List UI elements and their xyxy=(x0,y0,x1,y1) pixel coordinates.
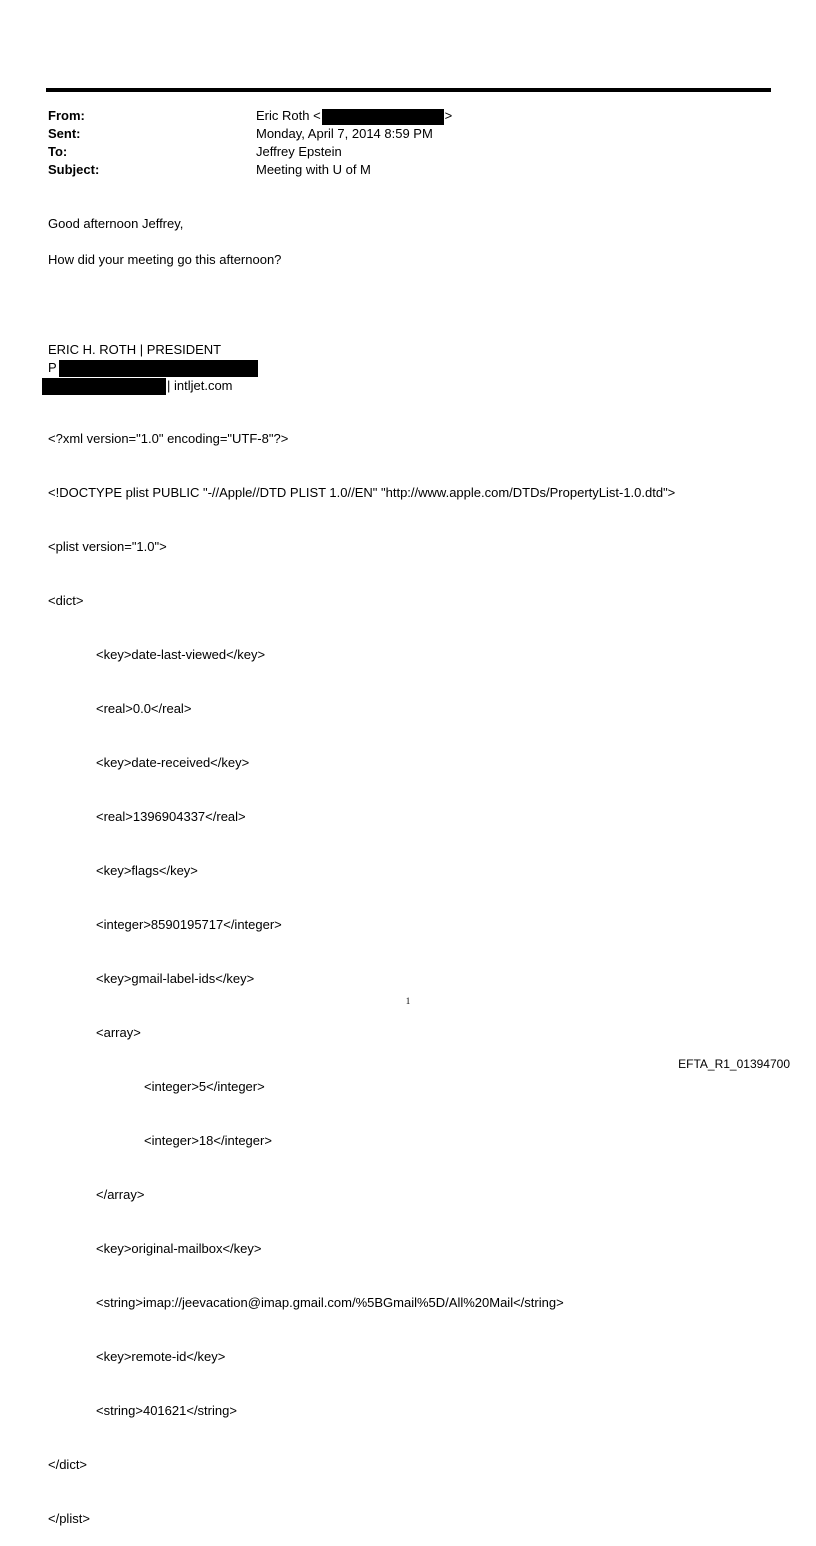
plist-line: <key>remote-id</key> xyxy=(96,1349,226,1364)
plist-line: </dict> xyxy=(48,1457,88,1472)
plist-xml-block xyxy=(48,394,675,1546)
greeting-text: Good afternoon Jeffrey, xyxy=(48,216,184,231)
subject-label: Subject: xyxy=(48,162,100,177)
redaction-box xyxy=(59,360,258,377)
sent-label: Sent: xyxy=(48,126,81,141)
page-number: 1 xyxy=(405,996,411,1006)
from-label: From: xyxy=(48,108,85,123)
from-name: Eric Roth < xyxy=(256,108,321,123)
plist-line: <integer>18</integer> xyxy=(144,1133,272,1148)
plist-line: <!DOCTYPE plist PUBLIC "-//Apple//DTD PLIST 1.0//EN" "http://www.apple.com/DTDs/PropertyList-1.0.dtd"> xyxy=(48,485,676,500)
signature-name-title: ERIC H. ROTH | PRESIDENT xyxy=(48,342,222,357)
signature-website: | intljet.com xyxy=(167,378,233,393)
plist-line: <real>0.0</real> xyxy=(96,701,192,716)
bates-number: EFTA_R1_01394700 xyxy=(678,1057,790,1071)
signature-line2-prefix: P xyxy=(48,360,57,375)
plist-line: <key>flags</key> xyxy=(96,863,198,878)
sent-value: Monday, April 7, 2014 8:59 PM xyxy=(256,126,433,141)
redaction-box xyxy=(322,109,444,125)
subject-value: Meeting with U of M xyxy=(256,162,371,177)
plist-line: <integer>8590195717</integer> xyxy=(96,917,282,932)
to-value: Jeffrey Epstein xyxy=(256,144,342,159)
plist-line: <string>401621</string> xyxy=(96,1403,237,1418)
redaction-box xyxy=(42,378,166,395)
plist-line: <array> xyxy=(96,1025,141,1040)
from-close-bracket: > xyxy=(444,108,453,123)
plist-line: <string>imap://jeevacation@imap.gmail.com/%5BGmail%5D/All%20Mail</string> xyxy=(96,1295,564,1310)
plist-line: <key>original-mailbox</key> xyxy=(96,1241,262,1256)
plist-line: <plist version="1.0"> xyxy=(48,539,167,554)
plist-line: <integer>5</integer> xyxy=(144,1079,265,1094)
plist-line: </plist> xyxy=(48,1511,90,1526)
plist-line: <key>gmail-label-ids</key> xyxy=(96,971,255,986)
plist-line: <dict> xyxy=(48,593,84,608)
plist-line: <?xml version="1.0" encoding="UTF-8"?> xyxy=(48,431,289,446)
from-value xyxy=(256,107,452,125)
header-rule xyxy=(46,88,771,92)
message-text: How did your meeting go this afternoon? xyxy=(48,252,282,267)
plist-line: <key>date-last-viewed</key> xyxy=(96,647,266,662)
plist-line: <key>date-received</key> xyxy=(96,755,250,770)
to-label: To: xyxy=(48,144,68,159)
plist-line: <real>1396904337</real> xyxy=(96,809,246,824)
plist-line: </array> xyxy=(96,1187,145,1202)
